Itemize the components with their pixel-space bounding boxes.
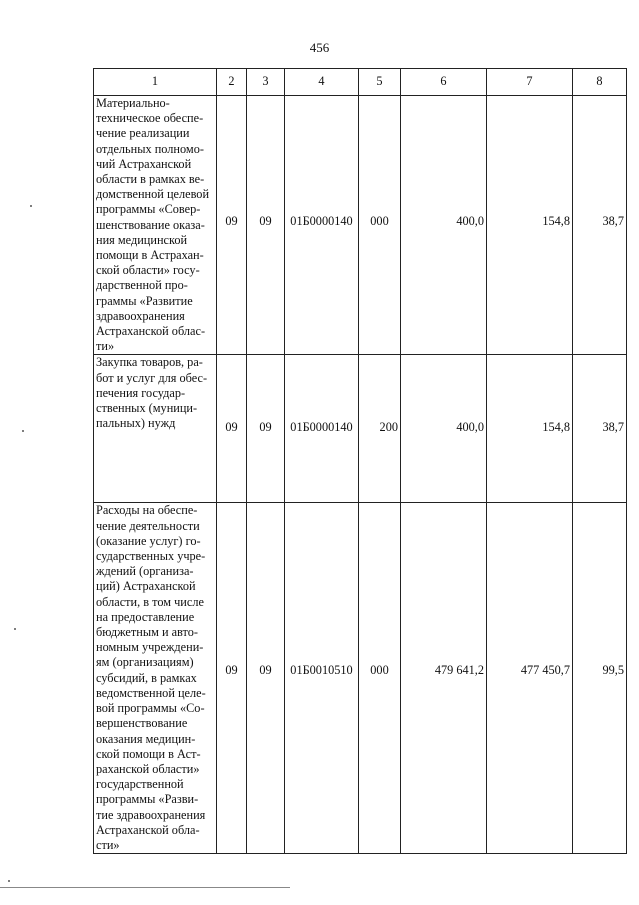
cell-executed: 477 450,7 — [487, 503, 573, 854]
cell-percent: 38,7 — [573, 355, 627, 503]
cell-target-article: 01Б0000140 — [285, 355, 359, 503]
table-row — [94, 503, 627, 854]
cell-section: 09 — [217, 96, 247, 355]
header-cell: 3 — [247, 69, 285, 96]
cell-expense-type: 000 — [359, 503, 401, 854]
row-name: Материально-техническое обеспе-чение реализации отдельных полномо-чий Астраханской области в рамках ве-домственной целевой программы «Совер-шенствование оказа-ния медицинской помощи в Астрахан-ской области» госу-дарственной про-граммы «Развитие здравоохранения Астраханской облас-ти» — [94, 96, 217, 355]
scan-speck — [14, 628, 16, 630]
cell-section: 09 — [217, 355, 247, 503]
header-cell: 7 — [487, 69, 573, 96]
cell-percent: 99,5 — [573, 503, 627, 854]
cell-executed: 154,8 — [487, 96, 573, 355]
page-number: 456 — [309, 40, 330, 55]
row-name: Закупка товаров, ра-бот и услуг для обес-печения государ-ственных (муници-пальных) нужд — [94, 355, 217, 503]
cell-expense-type: 200 — [359, 355, 401, 503]
table-row — [94, 96, 627, 355]
cell-subsection: 09 — [247, 503, 285, 854]
header-cell: 2 — [217, 69, 247, 96]
scan-speck — [8, 880, 10, 882]
scan-speck — [30, 205, 32, 207]
cell-target-article: 01Б0000140 — [285, 96, 359, 355]
header-cell: 5 — [359, 69, 401, 96]
scan-speck — [22, 430, 24, 432]
header-cell: 1 — [94, 69, 217, 96]
row-name: Расходы на обеспе-чение деятельности (оказание услуг) го-сударственных учре-ждений (организа-ций) Астраханской области, в том числе на предоставление бюджетным и авто-номным учреждени-ям (организациям) субсидий, в рамках ведомственной целе-вой программы «Со-вершенствование оказания медицин-ской помощи в Аст-раханской области» государственной программы «Разви-тие здравоохранения Астраханской обла-сти» — [94, 503, 217, 854]
header-row — [94, 69, 627, 96]
cell-planned: 400,0 — [401, 96, 487, 355]
header-cell: 4 — [285, 69, 359, 96]
cell-percent: 38,7 — [573, 96, 627, 355]
cell-subsection: 09 — [247, 355, 285, 503]
cell-executed: 154,8 — [487, 355, 573, 503]
scan-edge-line — [0, 887, 290, 888]
table-row — [94, 355, 627, 503]
cell-target-article: 01Б0010510 — [285, 503, 359, 854]
cell-subsection: 09 — [247, 96, 285, 355]
cell-expense-type: 000 — [359, 96, 401, 355]
header-cell: 8 — [573, 69, 627, 96]
cell-planned: 479 641,2 — [401, 503, 487, 854]
header-cell: 6 — [401, 69, 487, 96]
cell-planned: 400,0 — [401, 355, 487, 503]
budget-table — [93, 68, 627, 854]
cell-section: 09 — [217, 503, 247, 854]
